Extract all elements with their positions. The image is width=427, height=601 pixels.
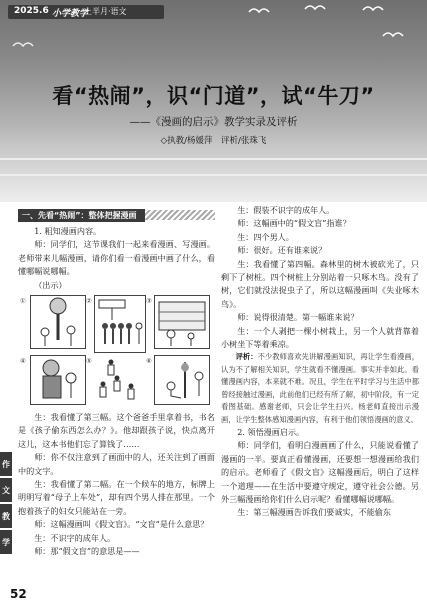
section-label: 一、先看“热闹”：整体把握漫画 [18, 209, 145, 222]
paragraph: （出示） [34, 279, 67, 290]
seagull-icon [362, 4, 384, 14]
category-sidebar [0, 452, 12, 556]
sidebar-char: 学 [0, 530, 12, 554]
header-banner [0, 0, 427, 202]
commentary-note [221, 351, 419, 425]
sea-background [0, 150, 427, 202]
seagull-icon [12, 40, 34, 50]
issue-subtitle: 上半月·语文 [84, 7, 127, 16]
comic-number: ⑥ [146, 357, 152, 366]
subheading: 2. 领悟漫画启示。 [237, 426, 305, 437]
paragraph: 师：说得很清楚。第一幅谁来说？ [237, 312, 359, 323]
sidebar-char: 文 [0, 478, 12, 502]
paragraph: 生：我看懂了第四幅。森林里的树木被砍光了，只剩下了树桩。四个树桩上分别站着一只啄木鸟。没有了树，它们就没法捉虫子了，所以这幅漫画叫《失业啄木鸟》。 [221, 258, 419, 309]
paragraph: 师：那“假文盲”的意思是—— [34, 546, 140, 557]
comic-number: ③ [146, 297, 152, 306]
comic-number: ② [86, 297, 92, 306]
paragraph: 生：一个人剥把一棵小树栽上，另一个人就背靠着小树坐下等着乘凉。 [221, 325, 419, 350]
comic-number: ① [20, 297, 26, 306]
paragraph: 生：我看懂了第二幅。在一个候车的地方，标牌上明明写着“母子上车处”，却有四个男人排在那里。一个抱着孩子的妇女只能站在一旁。 [18, 479, 215, 516]
comic-image [30, 355, 86, 405]
sidebar-char: 教 [0, 504, 12, 528]
paragraph: 师：你不仅注意到了画面中的人，还关注到了画面中的文字。 [18, 452, 215, 476]
commentary-text: 不少教师喜欢先讲解漫画知识，再让学生看漫画，认为不了解相关知识，学生就看不懂漫画。事实并非如此。看懂漫画内容，本来就不难。况且，学生在平时学习与生活中都曾经接触过漫画，此前他们已经有所了解，初中阶段，有一定看图基础。感谢老师，只会让学生扫兴。杨老师直接出示漫画，让学生整体感知漫画内容，有利于他们领悟漫画的意义。 [221, 352, 420, 424]
comic-image [154, 355, 210, 405]
section-heading-decoration [145, 210, 215, 220]
comic-image [154, 295, 210, 349]
paragraph: 师：这幅漫画叫《假文盲》。“文盲”是什么意思？ [34, 519, 209, 530]
article-title: 看“热闹”，识“门道”，试“牛刀” [52, 84, 375, 108]
paragraph: 师：很好。还有谁来说？ [237, 245, 327, 256]
seagull-icon [382, 30, 404, 40]
paragraph: 师：同学们，这节课我们一起来看漫画、写漫画。老师带来儿幅漫画，请你们看一看漫画中画了什么，看懂哪幅说哪幅。 [18, 239, 215, 277]
comic-image [94, 357, 144, 403]
comic-number: ⑤ [86, 357, 92, 366]
article-authors: ◇执教/杨媛萍 评析/张珠飞 [160, 136, 267, 146]
paragraph: 师：这幅画中的“假文盲”指谁？ [237, 218, 351, 229]
paragraph: 生：四个男人。 [237, 231, 294, 242]
seagull-icon [304, 3, 326, 13]
comic-image [30, 295, 86, 349]
comic-image [94, 295, 146, 353]
magazine-brand: 小学教学 [52, 9, 89, 19]
paragraph: 生：不识字的成年人。 [34, 532, 116, 543]
paragraph: 生：我看懂了第三幅。这个爸爸手里拿着书，书名是《孩子偷东西怎么办？》。他却跟孩子说，快点离开这儿，这本书他们忘了算钱了…… [18, 412, 215, 449]
paragraph: 师：同学们，看明白漫画画了什么，只能说看懂了漫画的一半。要真正看懂漫画，还要想一想漫画给我们的启示。老师看了《假文盲》这幅漫画后，明白了这样一个道理——在生活中要遵守规定，遵守社会公德。另外三幅漫画给你们什么启示呢？看懂哪幅说哪幅。 [221, 440, 419, 504]
seagull-icon [248, 6, 270, 16]
page-number: 52 [10, 587, 27, 601]
right-column [221, 204, 419, 520]
section-heading [18, 208, 215, 222]
issue-date: 2025.6 [14, 6, 49, 16]
sidebar-char: 作 [0, 452, 12, 476]
paragraph: 生：假装不识字的成年人。 [237, 205, 335, 215]
left-column [18, 204, 215, 559]
commentary-label: 评析： [235, 352, 258, 362]
paragraph: 生：第三幅漫画告诉我们要诚实，不能偷东 [237, 507, 391, 518]
comic-panels [18, 295, 215, 407]
article-subtitle: ——《漫画的启示》教学实录及评析 [129, 116, 298, 128]
subheading: 1. 粗知漫画内容。 [34, 226, 102, 236]
comic-number: ④ [20, 357, 26, 366]
